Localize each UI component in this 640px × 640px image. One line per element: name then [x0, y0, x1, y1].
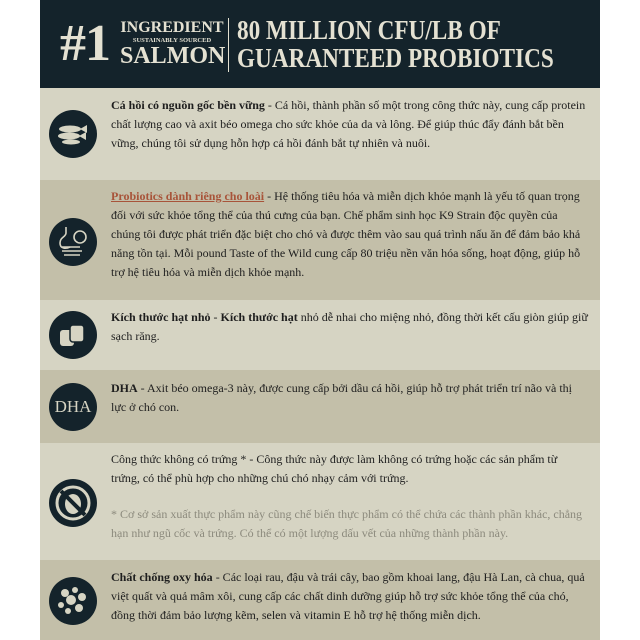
feature-title: Cá hồi có nguồn gốc bền vững	[111, 98, 265, 112]
feature-title: Chất chống oxy hóa	[111, 570, 213, 584]
feature-body: nhỏ dễ nhai cho miệng nhỏ, đồng thời kết cấu giòn giúp giữ sạch răng.	[111, 310, 588, 343]
headline-line-1: 80 MILLION CFU/LB OF	[237, 15, 501, 45]
kibble-icon	[49, 311, 97, 359]
ingredient-label: INGREDIENT	[120, 19, 224, 36]
antioxidant-berries-icon	[49, 577, 97, 625]
probiotics-link[interactable]: Probiotics dành riêng cho loài	[111, 189, 265, 203]
feature-title: Công thức không có trứng *	[111, 452, 247, 466]
probiotics-headline	[237, 16, 554, 72]
feature-text	[111, 450, 588, 488]
feature-text	[111, 568, 588, 625]
feature-salmon	[40, 88, 600, 180]
feature-separator: -	[210, 310, 221, 324]
allergen-note: * Cơ sở sản xuất thực phẩm này cũng chế biến thực phẩm có thể chứa các thành phần khác, chẳng hạn như ngũ cốc và trứng. Có thể có một lượng dấu vết của những thành phần này.	[111, 507, 583, 540]
fish-icon	[49, 110, 97, 158]
feature-text	[111, 187, 588, 282]
header-banner	[40, 0, 600, 88]
feature-body: - Các loại rau, đậu và trái cây, bao gồm khoai lang, đậu Hà Lan, cà chua, quả việt quất và quả mâm xôi, cung cấp các chất dinh dưỡng giúp hỗ trợ sức khỏe tổng thể của chó, đồng thời đảm bảo lượng kẽm, selen và vitamin E hỗ trợ hệ thống miễn dịch.	[111, 570, 585, 622]
feature-text	[111, 96, 588, 153]
feature-body: - Cá hồi, thành phần số một trong công thức này, cung cấp protein chất lượng cao và axit béo omega cho sức khỏe của da và lông. Để giúp thúc đẩy đánh bắt bền vững, chúng tôi sử dụng hỗn hợp cá hồi đánh bắt tự nhiên và nuôi.	[111, 98, 586, 150]
feature-body-bold: Kích thước hạt	[220, 310, 298, 324]
headline-line-2: GUARANTEED PROBIOTICS	[237, 43, 554, 73]
product-infographic	[40, 0, 600, 640]
digestive-system-icon	[49, 218, 97, 266]
salmon-label: SALMON	[120, 43, 226, 69]
ingredient-badge	[120, 20, 224, 67]
divider	[228, 18, 229, 72]
sourced-label: SUSTAINABLY SOURCED	[132, 37, 212, 44]
feature-body: - Hệ thống tiêu hóa và miễn dịch khỏe mạnh là yếu tố quan trọng đối với sức khỏe tổng thể của thú cưng của bạn. Chế phẩm sinh học K9 Strain độc quyền của chúng tôi được phát triển đặc biệt cho chó và được thêm vào sau quá trình nấu ăn để đảm bảo khả năng tồn tại. Mỗi pound Taste of the Wild cung cấp 80 triệu nền văn hóa sống, hoạt động, giúp hỗ trợ hệ tiêu hóa và miễn dịch khỏe mạnh.	[111, 189, 581, 279]
feature-probiotics	[40, 180, 600, 300]
feature-title: Kích thước hạt nhỏ	[111, 310, 211, 324]
feature-egg-free	[40, 443, 600, 560]
feature-antioxidants	[40, 560, 600, 640]
feature-text	[111, 308, 588, 346]
rank-number: #1	[60, 15, 110, 72]
feature-body: - Axit béo omega-3 này, được cung cấp bởi dầu cá hồi, giúp hỗ trợ phát triển trí não và thị lực ở chó con.	[111, 381, 572, 414]
feature-title: DHA	[111, 381, 138, 395]
feature-dha	[40, 370, 600, 443]
no-egg-icon	[49, 479, 97, 527]
dha-icon: DHA	[49, 383, 97, 431]
feature-kibble-size	[40, 300, 600, 370]
feature-text	[111, 379, 588, 417]
feature-body: - Công thức này được làm không có trứng hoặc các sản phẩm từ trứng, có thể phù hợp cho những chú chó nhạy cảm với trứng.	[111, 452, 558, 485]
